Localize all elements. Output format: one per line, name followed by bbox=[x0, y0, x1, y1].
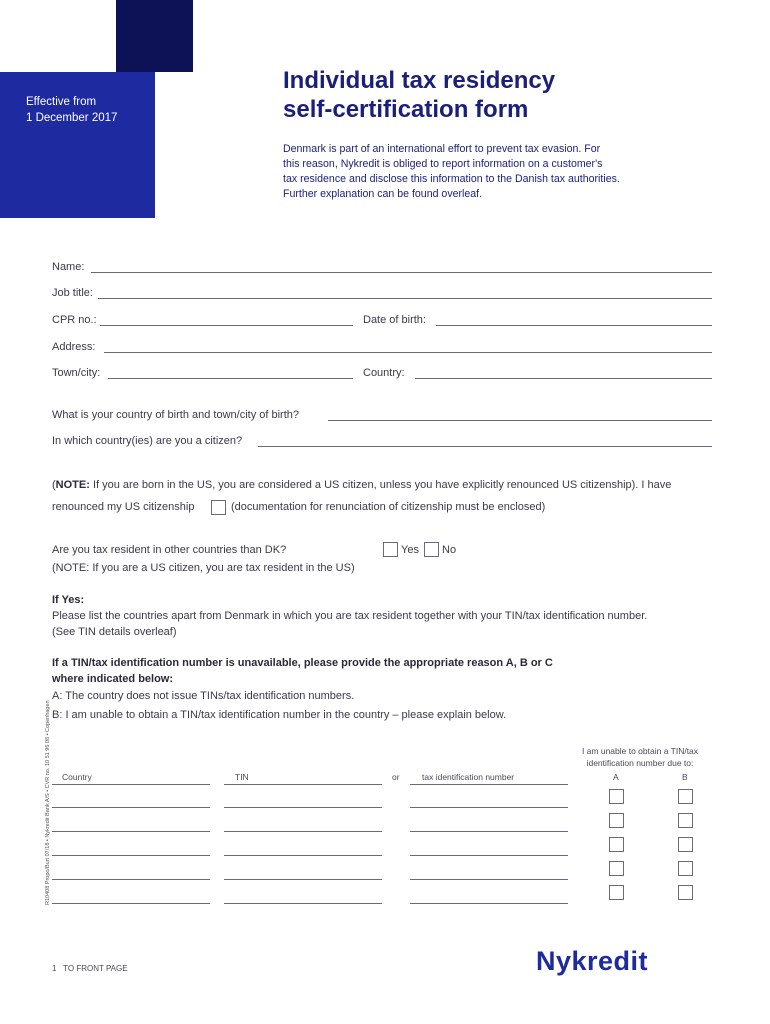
renunciation-doc-text: (documentation for renunciation of citizenship must be enclosed) bbox=[231, 501, 546, 513]
residency-note: (NOTE: If you are a US citizen, you are tax resident in the US) bbox=[52, 562, 355, 574]
renounced-checkbox[interactable] bbox=[211, 500, 226, 515]
col-b: B bbox=[682, 772, 688, 782]
side-reference-text: R10408 Propo/Burt 07/18 • Nykredit Bank A/S • CVR no. 10 51 96 08 • Copenhagen bbox=[45, 700, 51, 905]
cpr-label: CPR no.: bbox=[52, 314, 97, 326]
col-country: Country bbox=[62, 772, 92, 782]
address-field[interactable] bbox=[104, 352, 712, 353]
row5-tin-field[interactable] bbox=[224, 903, 382, 904]
unable-header: I am unable to obtain a TIN/tax identification number due to: bbox=[581, 746, 699, 768]
row5-country-field[interactable] bbox=[52, 903, 210, 904]
us-note-line1: (NOTE: If you are born in the US, you are considered a US citizen, unless you have explicitly renounced US citizenship). I have bbox=[52, 479, 672, 491]
name-field[interactable] bbox=[91, 272, 712, 273]
row4-tax-field[interactable] bbox=[410, 879, 568, 880]
front-page-link[interactable]: TO FRONT PAGE bbox=[63, 964, 128, 973]
row2-b-checkbox[interactable] bbox=[678, 813, 693, 828]
dob-field[interactable] bbox=[436, 325, 712, 326]
address-label: Address: bbox=[52, 341, 96, 353]
page-number: 1 bbox=[52, 964, 57, 973]
row3-country-field[interactable] bbox=[52, 855, 210, 856]
row2-a-checkbox[interactable] bbox=[609, 813, 624, 828]
if-yes-heading: If Yes: bbox=[52, 594, 85, 606]
row4-country-field[interactable] bbox=[52, 879, 210, 880]
decorative-dark-square bbox=[116, 0, 193, 72]
row2-tin-field[interactable] bbox=[224, 831, 382, 832]
job-title-label: Job title: bbox=[52, 287, 93, 299]
citizen-field[interactable] bbox=[258, 446, 712, 447]
header-rule-tin bbox=[224, 784, 382, 785]
tin-reason-heading1: If a TIN/tax identification number is unavailable, please provide the appropriate reason A, B or C bbox=[52, 657, 553, 669]
row5-b-checkbox[interactable] bbox=[678, 885, 693, 900]
reason-a: A: The country does not issue TINs/tax identification numbers. bbox=[52, 690, 355, 702]
row4-a-checkbox[interactable] bbox=[609, 861, 624, 876]
col-tin: TIN bbox=[235, 772, 249, 782]
row3-b-checkbox[interactable] bbox=[678, 837, 693, 852]
yes-label: Yes bbox=[401, 544, 419, 556]
row3-tax-field[interactable] bbox=[410, 855, 568, 856]
country-label: Country: bbox=[363, 367, 405, 379]
job-title-field[interactable] bbox=[98, 298, 712, 299]
row1-tin-field[interactable] bbox=[224, 807, 382, 808]
no-checkbox[interactable] bbox=[424, 542, 439, 557]
no-label: No bbox=[442, 544, 457, 556]
cpr-field[interactable] bbox=[100, 325, 353, 326]
if-yes-line2: (See TIN details overleaf) bbox=[52, 626, 177, 638]
reason-b: B: I am unable to obtain a TIN/tax identification number in the country – please explain below. bbox=[52, 709, 507, 721]
row1-b-checkbox[interactable] bbox=[678, 789, 693, 804]
row2-tax-field[interactable] bbox=[410, 831, 568, 832]
nykredit-logo: Nykredit bbox=[536, 946, 649, 976]
row4-b-checkbox[interactable] bbox=[678, 861, 693, 876]
col-tax-id: tax identification number bbox=[422, 772, 515, 782]
birth-field[interactable] bbox=[328, 420, 712, 421]
us-note-line2: renounced my US citizenship bbox=[52, 501, 195, 513]
row5-a-checkbox[interactable] bbox=[609, 885, 624, 900]
row1-country-field[interactable] bbox=[52, 807, 210, 808]
row3-tin-field[interactable] bbox=[224, 855, 382, 856]
name-label: Name: bbox=[52, 261, 85, 273]
col-or: or bbox=[392, 772, 400, 782]
row3-a-checkbox[interactable] bbox=[609, 837, 624, 852]
row2-country-field[interactable] bbox=[52, 831, 210, 832]
tin-reason-heading2: where indicated below: bbox=[52, 673, 174, 685]
row4-tin-field[interactable] bbox=[224, 879, 382, 880]
citizen-question: In which country(ies) are you a citizen? bbox=[52, 435, 243, 447]
dob-label: Date of birth: bbox=[363, 314, 426, 326]
row1-a-checkbox[interactable] bbox=[609, 789, 624, 804]
birth-question: What is your country of birth and town/city of birth? bbox=[52, 409, 300, 421]
header-rule-tax bbox=[410, 784, 568, 785]
country-field[interactable] bbox=[415, 378, 712, 379]
if-yes-line1: Please list the countries apart from Denmark in which you are tax resident together with your TIN/tax identification number. bbox=[52, 610, 648, 622]
row1-tax-field[interactable] bbox=[410, 807, 568, 808]
footer-nav[interactable] bbox=[52, 964, 128, 973]
yes-checkbox[interactable] bbox=[383, 542, 398, 557]
header-rule-country bbox=[52, 784, 210, 785]
row5-tax-field[interactable] bbox=[410, 903, 568, 904]
town-label: Town/city: bbox=[52, 367, 101, 379]
town-field[interactable] bbox=[108, 378, 353, 379]
intro-text: Denmark is part of an international effort to prevent tax evasion. For this reason, Nykredit is obliged to report information on a customer's tax residence and disclose this information to the Danish tax authorities. Further explanation can be found overleaf. bbox=[283, 143, 620, 200]
effective-date: Effective from 1 December 2017 bbox=[26, 96, 118, 124]
residency-question: Are you tax resident in other countries than DK? bbox=[52, 544, 287, 556]
col-a: A bbox=[613, 772, 619, 782]
form-title: Individual tax residency self-certification form bbox=[283, 67, 556, 123]
